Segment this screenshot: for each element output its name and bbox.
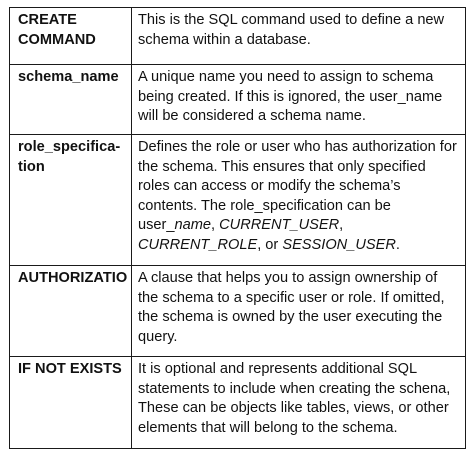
table-row <box>10 357 466 449</box>
definition-text: This is the SQL command used to define a new schema within a database. <box>138 12 445 48</box>
table-row <box>10 65 466 135</box>
definition-text: A unique name you need to assign to schema being created. If this is ignored, the user_name will be considered a schema name. <box>138 69 443 124</box>
definition-italic-text: CURRENT_ROLE <box>138 236 258 253</box>
table-row <box>10 135 466 266</box>
term-cell <box>10 266 132 357</box>
definition-text: It is optional and represents additional SQL statements to include when creating the schena, These can be objects like tables, views, or other elements that will belong to the schema. <box>138 361 451 436</box>
definition-cell <box>132 8 466 65</box>
definition-separator: , or <box>257 236 283 253</box>
definition-cell <box>132 357 466 449</box>
definition-text: Defines the role or user who has authorization for the schema. This ensures that only specified roles can access or modify the schema’s contents. The role_specification can be user_ <box>138 139 457 233</box>
definition-text: A clause that helps you to assign ownership of the schema to a specific user or role. If omitted, the schema is owned by the user executing the query. <box>138 270 445 345</box>
definition-separator: , <box>211 217 220 233</box>
definition-italic-text: name <box>174 217 212 233</box>
definition-cell <box>132 135 466 266</box>
term-cell <box>10 135 132 266</box>
term-cell <box>10 357 132 449</box>
definition-suffix: . <box>395 236 400 253</box>
table-row <box>10 8 466 65</box>
term-label: role_specifica-tion <box>18 139 121 175</box>
definition-cell <box>132 266 466 357</box>
table-row <box>10 266 466 357</box>
term-label: schema_name <box>18 69 119 85</box>
definition-italic-text: SESSION_USER <box>282 236 396 253</box>
term-cell <box>10 65 132 135</box>
definition-italic-text: CURRENT_USER <box>219 217 340 233</box>
term-label: CREATE COMMAND <box>18 12 96 48</box>
term-label: IF NOT EXISTS <box>18 361 122 377</box>
definition-separator: , <box>339 217 344 233</box>
term-label: AUTHORIZATIO <box>18 270 128 286</box>
definitions-table <box>9 7 466 449</box>
definition-cell <box>132 65 466 135</box>
term-cell <box>10 8 132 65</box>
